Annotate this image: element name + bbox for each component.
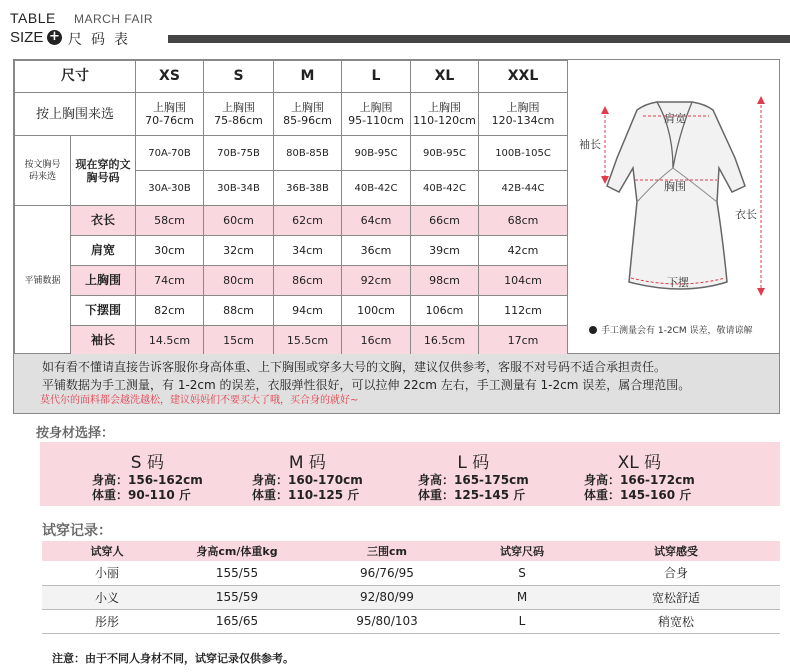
trial-cell: M	[472, 585, 572, 609]
bust-cell: 上胸围 70-76cm	[136, 93, 204, 136]
flat-cell: 32cm	[204, 236, 274, 266]
flat-cell: 16cm	[342, 326, 411, 356]
bust-cell: 上胸围 110-120cm	[411, 93, 479, 136]
trial-cell: 宽松舒适	[572, 585, 780, 609]
flat-cell: 104cm	[479, 266, 568, 296]
flat-cell: 30cm	[136, 236, 204, 266]
flat-cell: 66cm	[411, 206, 479, 236]
flat-cell: 68cm	[479, 206, 568, 236]
trial-cell: 165/65	[172, 609, 302, 633]
body-type-height: 身高：160-170cm	[252, 473, 363, 487]
body-type-xl	[584, 442, 695, 503]
sleeve-arrow-top	[601, 106, 609, 114]
dress-outline	[607, 102, 745, 289]
body-type-name: L 码	[457, 453, 490, 473]
trial-cell: 合身	[572, 561, 780, 585]
bust-label: 胸围	[664, 180, 686, 193]
notice-line-2: 平铺数据为手工测量，有 1-2cm 的误差，衣服弹性很好，可以拉伸 22cm 左右，手工测量有 1-2cm 误差，属合理范围。	[42, 378, 691, 392]
flat-cell: 15cm	[204, 326, 274, 356]
bra-sub-label: 现在穿的文胸号码	[71, 136, 136, 206]
table-row	[42, 585, 780, 609]
trial-cell: 小丽	[42, 561, 172, 585]
trial-cell: 彤彤	[42, 609, 172, 633]
size-m: M	[274, 61, 342, 93]
bra-cell: 40B-42C	[411, 171, 479, 206]
flat-row-label: 袖长	[71, 326, 136, 356]
bra-cell: 40B-42C	[342, 171, 411, 206]
flat-cell: 36cm	[342, 236, 411, 266]
header-divider-bar	[168, 35, 790, 43]
flat-row-bust	[15, 266, 568, 296]
trial-cell: 稍宽松	[572, 609, 780, 633]
body-type-height: 身高：166-172cm	[584, 473, 695, 487]
header-subtitle: MARCH FAIR	[74, 12, 154, 26]
notice-line-3: 莫代尔的面料都会越洗越松，建议妈妈们不要买大了哦，买合身的就好~	[40, 395, 359, 406]
flat-row-label: 肩宽	[71, 236, 136, 266]
flat-row-hem	[15, 296, 568, 326]
flat-cell: 88cm	[204, 296, 274, 326]
flat-row-label: 衣长	[71, 206, 136, 236]
bra-cell: 70B-75B	[204, 136, 274, 171]
trial-header: 三围cm	[302, 541, 472, 561]
body-type-m	[252, 442, 363, 503]
bra-row-1	[15, 136, 568, 171]
length-arrow-top	[757, 96, 765, 104]
trial-cell: L	[472, 609, 572, 633]
flat-cell: 80cm	[204, 266, 274, 296]
garment-diagram	[567, 60, 780, 355]
flat-cell: 86cm	[274, 266, 342, 296]
body-type-weight: 体重：110-125 斤	[252, 488, 360, 502]
sleeve-label: 袖长	[579, 138, 601, 151]
bust-cell: 上胸围 75-86cm	[204, 93, 274, 136]
flat-cell: 15.5cm	[274, 326, 342, 356]
size-chart-panel	[13, 59, 780, 354]
size-s: S	[204, 61, 274, 93]
flat-cell: 17cm	[479, 326, 568, 356]
flat-cell: 94cm	[274, 296, 342, 326]
trial-table	[42, 541, 780, 634]
shoulder-label: 肩宽	[664, 112, 686, 125]
trial-header: 身高cm/体重kg	[172, 541, 302, 561]
body-type-name: M 码	[288, 453, 326, 473]
plus-icon: +	[47, 30, 62, 45]
bust-cell: 上胸围 85-96cm	[274, 93, 342, 136]
flat-cell: 98cm	[411, 266, 479, 296]
flat-cell: 39cm	[411, 236, 479, 266]
flat-cell: 14.5cm	[136, 326, 204, 356]
flat-cell: 112cm	[479, 296, 568, 326]
table-row	[42, 561, 780, 585]
trial-cell: 96/76/95	[302, 561, 472, 585]
flat-cell: 74cm	[136, 266, 204, 296]
size-xs: XS	[136, 61, 204, 93]
bra-cell: 30B-34B	[204, 171, 274, 206]
table-row	[42, 609, 780, 633]
bra-cell: 30A-30B	[136, 171, 204, 206]
body-type-weight: 体重：125-145 斤	[418, 488, 526, 502]
body-type-s	[92, 442, 203, 503]
flat-row-label: 上胸围	[71, 266, 136, 296]
bust-select-row	[15, 93, 568, 136]
page-header	[8, 8, 788, 48]
bra-cell: 42B-44C	[479, 171, 568, 206]
notice-line-1: 如有看不懂请直接告诉客服你身高体重、上下胸围或穿多大号的文胸，建议仅供参考，客服不对号码不适合承担责任。	[42, 360, 667, 374]
table-word: TABLE	[10, 10, 56, 26]
flat-cell: 62cm	[274, 206, 342, 236]
flat-cell: 82cm	[136, 296, 204, 326]
body-type-name: S 码	[130, 453, 164, 473]
bra-cell: 36B-38B	[274, 171, 342, 206]
trial-header: 试穿感受	[572, 541, 780, 561]
body-type-height: 身高：165-175cm	[418, 473, 529, 487]
bra-cell: 90B-95C	[411, 136, 479, 171]
flat-cell: 42cm	[479, 236, 568, 266]
trial-cell: 92/80/99	[302, 585, 472, 609]
bullet-icon	[589, 326, 597, 334]
flat-group-label: 平铺数据	[15, 206, 71, 356]
trial-cell: S	[472, 561, 572, 585]
size-l: L	[342, 61, 411, 93]
flat-row-label: 下摆围	[71, 296, 136, 326]
trial-cell: 95/80/103	[302, 609, 472, 633]
trial-title: 试穿记录：	[42, 523, 112, 539]
body-type-band	[40, 442, 780, 506]
trial-header: 试穿人	[42, 541, 172, 561]
flat-cell: 106cm	[411, 296, 479, 326]
flat-cell: 16.5cm	[411, 326, 479, 356]
flat-row-length	[15, 206, 568, 236]
bust-cell: 上胸围 120-134cm	[479, 93, 568, 136]
body-type-weight: 体重：90-110 斤	[92, 488, 191, 502]
size-xxl: XXL	[479, 61, 568, 93]
bust-cell: 上胸围 95-110cm	[342, 93, 411, 136]
length-arrow-bottom	[757, 288, 765, 296]
body-type-l	[418, 442, 529, 503]
flat-cell: 60cm	[204, 206, 274, 236]
body-type-title: 按身材选择：	[36, 426, 115, 441]
notice-box	[13, 354, 780, 414]
cn-title: 尺码表	[68, 32, 137, 48]
corner-cell: 尺寸	[15, 61, 136, 93]
flat-cell: 92cm	[342, 266, 411, 296]
bra-cell: 80B-85B	[274, 136, 342, 171]
size-header-row	[15, 61, 568, 93]
bra-cell: 70A-70B	[136, 136, 204, 171]
hem-label: 下摆	[667, 276, 689, 289]
bust-select-label: 按上胸围来选	[15, 93, 136, 136]
flat-cell: 64cm	[342, 206, 411, 236]
bra-cell: 90B-95C	[342, 136, 411, 171]
size-word: SIZE	[10, 29, 44, 46]
flat-cell: 58cm	[136, 206, 204, 236]
trial-footnote: 注意：由于不同人身材不同，试穿记录仅供参考。	[52, 652, 294, 665]
body-type-name: XL 码	[617, 453, 662, 473]
size-table	[14, 60, 568, 356]
bra-cell: 100B-105C	[479, 136, 568, 171]
flat-row-shoulder	[15, 236, 568, 266]
trial-cell: 155/59	[172, 585, 302, 609]
trial-cell: 小义	[42, 585, 172, 609]
size-xl: XL	[411, 61, 479, 93]
trial-header-row	[42, 541, 780, 561]
length-label: 衣长	[735, 208, 757, 221]
flat-row-sleeve	[15, 326, 568, 356]
trial-header: 试穿尺码	[472, 541, 572, 561]
body-type-height: 身高：156-162cm	[92, 473, 203, 487]
measure-note: 手工测量会有 1-2CM 误差，敬请谅解	[589, 323, 752, 336]
bra-group-label: 按文胸号码来选	[15, 136, 71, 206]
body-type-weight: 体重：145-160 斤	[584, 488, 692, 502]
flat-cell: 100cm	[342, 296, 411, 326]
flat-cell: 34cm	[274, 236, 342, 266]
trial-cell: 155/55	[172, 561, 302, 585]
